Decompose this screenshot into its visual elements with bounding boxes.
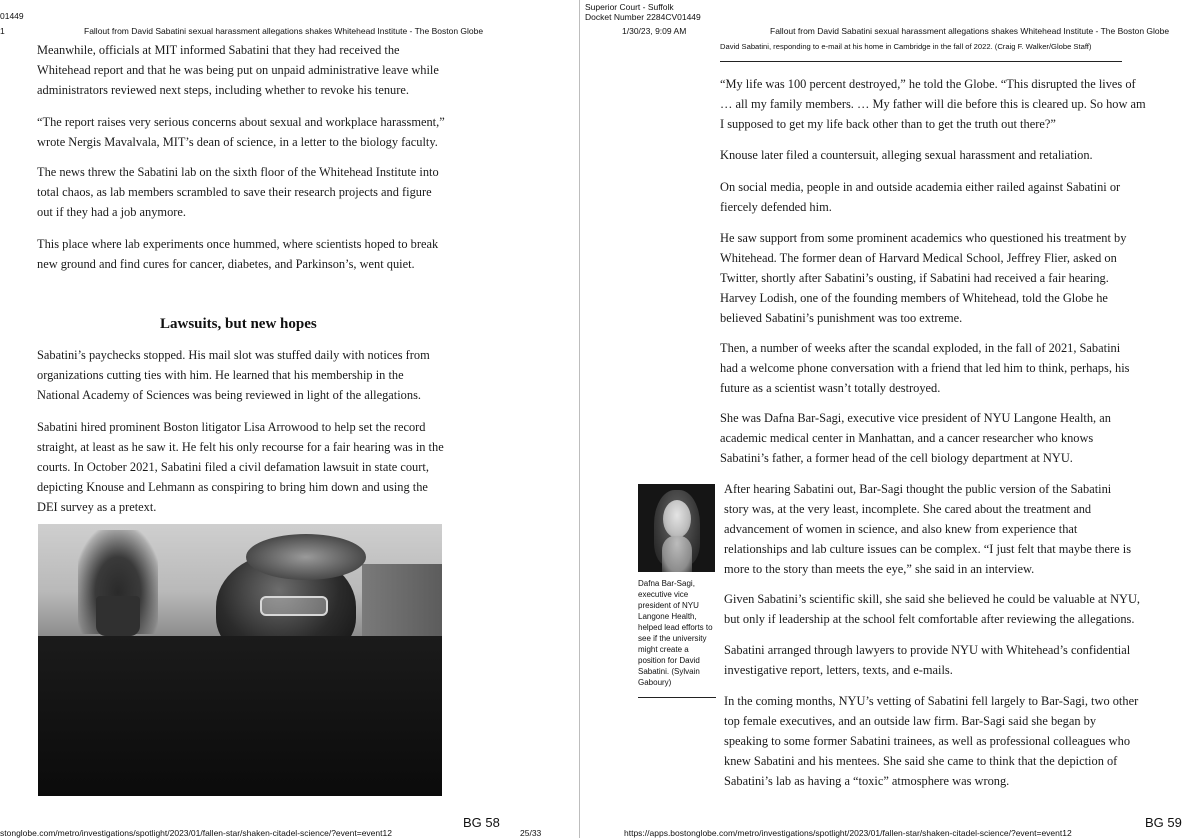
left-paragraph-2: “The report raises very serious concerns about sexual and workplace harassment,” wrote Nergis Mavalvala, MIT’s dean of science, in a letter to the biology faculty. bbox=[37, 115, 445, 149]
left-docket-fragment-line2: 1 bbox=[0, 26, 5, 36]
left-paragraph-5: Sabatini’s paychecks stopped. His mail slot was stuffed daily with notices from organizations cutting ties with him. He learned that his membership in the National Academy of Sciences was being reviewed in light of the allegations. bbox=[37, 348, 430, 402]
right-paragraph-2: Knouse later filed a countersuit, alleging sexual harassment and retaliation. bbox=[720, 148, 1093, 162]
top-photo-caption: David Sabatini, responding to e-mail at his home in Cambridge in the fall of 2022. (Craig F. Walker/Globe Staff) bbox=[720, 42, 1092, 51]
right-inset-paragraph-2: Given Sabatini’s scientific skill, she said she believed he could be valuable at NYU, but only if leadership at the school felt comfortable after reviewing the allegations. bbox=[724, 592, 1141, 626]
right-paragraph-7: In the coming months, NYU’s vetting of Sabatini fell largely to Bar-Sagi, two other top female executives, and an outside law firm. Bar-Sagi said she began by speaking to some former Sabatini trainees, as well as professional colleagues who knew Sabatini and his mentees. She said she came to think that the depiction of Sabatini’s lab as having a “toxic” atmosphere was wrong. bbox=[724, 694, 1139, 788]
left-paragraph-6: Sabatini hired prominent Boston litigator Lisa Arrowood to help set the record straight, at least as he saw it. He felt his only recourse for a fair hearing was in the courts. In October 2021, Sabatini filed a civil defamation lawsuit in state court, depicting Knouse and Lehmann as conspiring to bring him down and using the DEI survey as a pretext. bbox=[37, 420, 444, 514]
left-docket-fragment: 01449 bbox=[0, 11, 24, 21]
right-inset-paragraph-1: After hearing Sabatini out, Bar-Sagi thought the public version of the Sabatini story was, at the very least, incomplete. She cared about the treatment and advancement of women in science, and also knew from experience that relationships and lab culture issues can be complex. “I just felt that maybe there is more to the story than meets the eye,” she said in an interview. bbox=[724, 482, 1132, 576]
court-name: Superior Court - Suffolk bbox=[585, 2, 674, 12]
right-paragraph-4: He saw support from some prominent academics who questioned his treatment by Whitehead. The former dean of Harvard Medical School, Jeffrey Flier, asked on Twitter, shortly after Sabatini’s ousting, if Sabatini had received a fair hearing. Harvey Lodish, one of the founding members of Whitehead, told the Globe he believed Sabatini’s punishment was too extreme. bbox=[720, 231, 1127, 325]
section-heading: Lawsuits, but new hopes bbox=[160, 316, 317, 332]
page-divider bbox=[579, 0, 580, 838]
docket-number: Docket Number 2284CV01449 bbox=[585, 12, 701, 22]
portrait-caption-rule bbox=[638, 697, 716, 698]
right-paragraph-1: “My life was 100 percent destroyed,” he told the Globe. “This disrupted the lives of … all my family members. … My father will die before this is cleared up. So how am I supposed to get my life back other than to get the truth out there?” bbox=[720, 77, 1146, 131]
left-paragraph-4: This place where lab experiments once hummed, where scientists hoped to break new ground and find cures for cancer, diabetes, and Parkinson’s, went quiet. bbox=[37, 237, 439, 271]
right-paragraph-5: Then, a number of weeks after the scandal exploded, in the fall of 2021, Sabatini had a welcome phone conversation with a friend that led him to think, perhaps, his future as a scientist wasn’t totally destroyed. bbox=[720, 341, 1130, 395]
right-bates-label: BG 59 bbox=[1145, 815, 1182, 830]
left-header-title: Fallout from David Sabatini sexual harassment allegations shakes Whitehead Institute - The Boston Globe bbox=[84, 26, 484, 36]
portrait-caption: Dafna Bar-Sagi, executive vice president of NYU Langone Health, helped lead efforts to see if the university might create a position for David Sabatini. (Sylvain Gaboury) bbox=[638, 579, 713, 687]
right-paragraph-6: She was Dafna Bar-Sagi, executive vice president of NYU Langone Health, an academic medical center in Manhattan, and a cancer researcher who knows Sabatini’s father, a former head of the cell biology department at NYU. bbox=[720, 411, 1111, 465]
left-footer-url: stonglobe.com/metro/investigations/spotlight/2023/01/fallen-star/shaken-citadel-science/?event=event12 bbox=[0, 828, 392, 838]
right-inset-paragraph-3: Sabatini arranged through lawyers to provide NYU with Whitehead’s confidential investigative report, letters, texts, and e-mails. bbox=[724, 643, 1131, 677]
caption-rule bbox=[720, 61, 1122, 62]
bar-sagi-portrait bbox=[638, 484, 715, 572]
right-timestamp: 1/30/23, 9:09 AM bbox=[622, 26, 687, 36]
right-paragraph-3: On social media, people in and outside academia either railed against Sabatini or fiercely defended him. bbox=[720, 180, 1121, 214]
right-header-title: Fallout from David Sabatini sexual harassment allegations shakes Whitehead Institute - The Boston Globe bbox=[770, 26, 1170, 36]
sabatini-photo bbox=[38, 524, 442, 796]
left-bates-label: BG 58 bbox=[463, 815, 500, 830]
left-page-count: 25/33 bbox=[520, 828, 542, 838]
right-footer-url: https://apps.bostonglobe.com/metro/investigations/spotlight/2023/01/fallen-star/shaken-citadel-science/?event=event12 bbox=[624, 828, 1072, 838]
left-paragraph-3: The news threw the Sabatini lab on the sixth floor of the Whitehead Institute into total chaos, as lab members scrambled to save their research projects and figure out if they had a job anymore. bbox=[37, 165, 439, 219]
left-paragraph-1: Meanwhile, officials at MIT informed Sabatini that they had received the Whitehead report and that he was being put on unpaid administrative leave while administrators reviewed next steps, including whether to revoke his tenure. bbox=[37, 43, 439, 97]
